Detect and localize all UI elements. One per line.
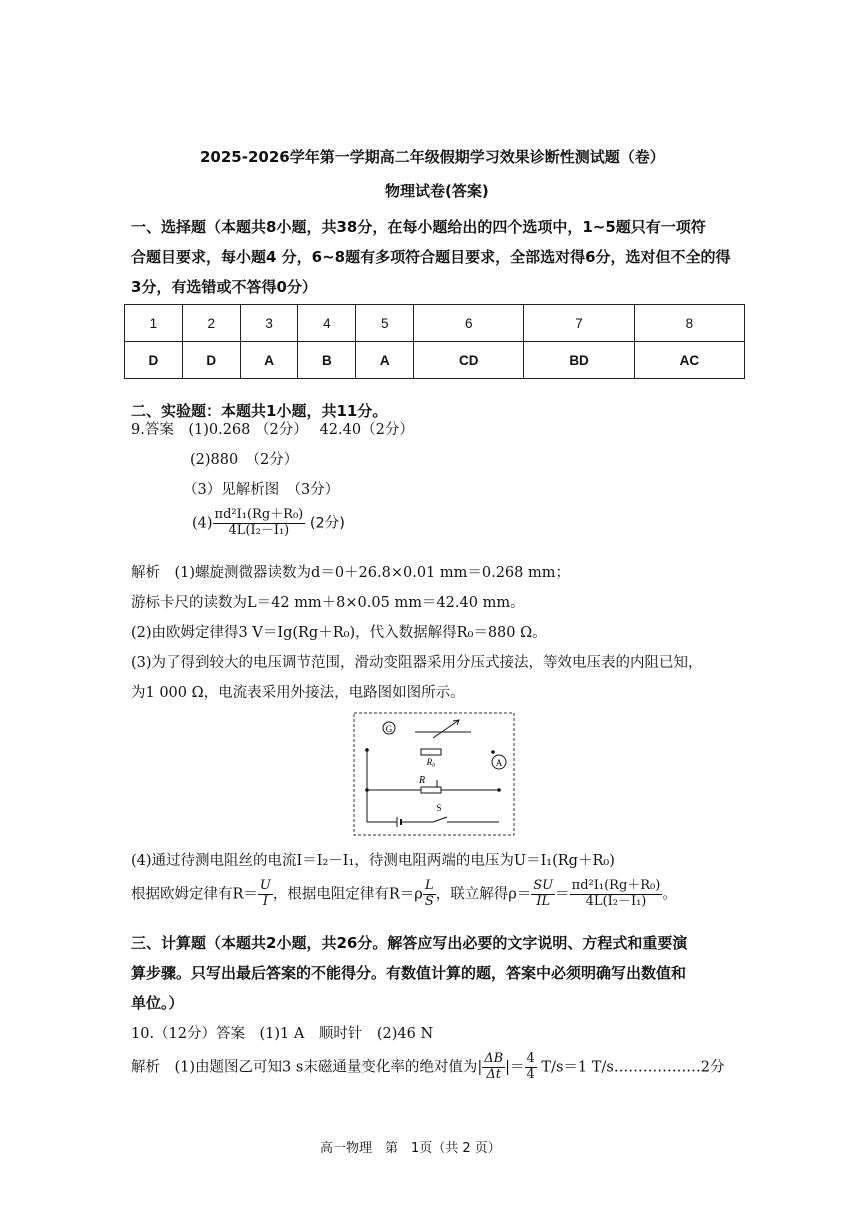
page-footer: 高一物理 第 1页（共 2 页） [320,1141,501,1156]
q9-answer-line2: (2)880 （2分） [190,452,299,468]
r0-label: R₀ [426,757,436,767]
question-number-cell: 7 [524,305,634,342]
answer-cell: BD [524,342,634,379]
question-number-cell: 2 [182,305,240,342]
section1-line1: 一、选择题（本题共8小题，共38分，在每小题给出的四个选项中，1~5题只有一项符 [131,218,706,236]
fraction-denominator: 4L(I₂－I₁) [228,522,290,538]
resistor-r0-icon [421,749,441,755]
diagram-frame [354,713,514,835]
section3-line1: 三、计算题（本题共2小题，共26分。解答应写出必要的文字说明、方程式和重要演 [131,934,688,952]
q10-analysis [131,1052,725,1083]
analysis-line2: 游标卡尺的读数为L＝42 mm＋8×0.05 mm＝42.40 mm。 [131,595,525,611]
fraction-numerator: L [423,879,436,895]
answer-table-answers-row [125,342,745,379]
q9-l4-prefix: (4) [192,515,213,532]
fraction-l-over-s [423,879,436,910]
analysis-line5: 为1 000 Ω，电流表采用外接法，电路图如图所示。 [131,685,465,701]
fraction-denominator: Δt [486,1066,501,1082]
galvanometer-label: G [385,724,393,734]
analysis-line4: (3)为了得到较大的电压调节范围，滑动变阻器采用分压式接法，等效电压表的内阻已知， [131,655,703,671]
analysis-line6: (4)通过待测电阻丝的电流I＝I₂－I₁，待测电阻两端的电压为U＝I₁(Rg＋R₀) [131,853,615,869]
a7-part2: ，根据电阻定律有R＝ρ [272,886,423,903]
answer-cell: A [240,342,298,379]
answer-cell: B [298,342,356,379]
question-number-cell: 4 [298,305,356,342]
fraction-numerator: ΔB [484,1051,504,1066]
fraction-rho-result [570,879,663,910]
answer-cell: D [125,342,183,379]
switch-icon [433,817,447,822]
q9-answer-line4 [192,508,345,539]
section3-line3: 单位。） [131,994,184,1012]
question-number-cell: 3 [240,305,298,342]
answer-table [124,304,745,379]
resistor-r-icon [421,787,441,793]
fraction-denominator: 4L(I₂－I₁) [585,893,647,909]
question-number-cell: 1 [125,305,183,342]
a7-part3: ，联立解得ρ＝ [435,886,532,903]
fraction-numerator: U [259,878,271,893]
fraction-u-over-i [258,879,273,910]
a7-part4: ＝ [555,886,570,903]
exam-subtitle: 物理试卷(答案) [385,182,489,200]
fraction-denominator: I [262,893,268,909]
q9-answer-line1: 9.答案 (1)0.268 （2分） 42.40（2分） [131,422,414,438]
fraction-denominator: S [424,893,434,909]
analysis-line1: 解析 (1)螺旋测微器读数为d＝0＋26.8×0.01 mm＝0.268 mm； [131,565,570,581]
fraction-su-over-il [531,879,555,910]
section3-line2: 算步骤。只写出最后答案的不能得分。有数值计算的题，答案中必须明确写出数值和 [131,964,687,982]
fraction-db-dt [482,1052,505,1083]
answer-cell: D [182,342,240,379]
answer-cell: CD [414,342,524,379]
q9-answer-line3: （3）见解析图 （3分） [183,482,340,498]
answer-cell: AC [634,342,744,379]
fraction-4-over-4 [525,1052,537,1083]
fraction-denominator: IL [536,893,551,909]
answer-cell: A [356,342,414,379]
a10-part3: T/s＝1 T/s………………2分 [536,1059,725,1076]
ammeter-label: A [495,758,503,768]
q10-answer: 10.（12分）答案 (1)1 A 顺时针 (2)46 N [131,1026,434,1042]
answer-table-numbers-row [125,305,745,342]
a10-part1: 解析 (1)由题图乙可知3 s末磁通量变化率的绝对值为| [131,1059,483,1076]
exam-title: 2025-2026学年第一学期高二年级假期学习效果诊断性测试题（卷） [200,148,665,166]
q9-l4-score: (2分) [309,515,345,532]
fraction-numerator: 4 [526,1051,535,1066]
r-label: R [419,775,426,786]
a10-part2: |＝ [505,1059,525,1076]
question-number-cell: 5 [356,305,414,342]
a7-part5: 。 [662,886,677,903]
question-number-cell: 6 [414,305,524,342]
q9-formula-fraction [213,508,306,539]
section1-line3: 3分，有选错或不答得0分） [131,278,317,296]
circuit-diagram [353,712,515,836]
analysis-line7 [131,879,677,910]
question-number-cell: 8 [634,305,744,342]
fraction-numerator: πd²I₁(Rg＋R₀) [214,507,304,522]
switch-label: S [436,803,442,813]
section2-heading: 二、实验题：本题共1小题，共11分。 [131,402,388,420]
fraction-denominator: 4 [526,1066,535,1082]
a7-part1: 根据欧姆定律有R＝ [131,886,258,903]
fraction-numerator: SU [533,878,554,893]
analysis-line3: (2)由欧姆定律得3 V＝Ig(Rg＋R₀)，代入数据解得R₀＝880 Ω。 [131,625,547,641]
section1-line2: 合题目要求，每小题4 分，6~8题有多项符合题目要求，全部选对得6分，选对但不全的得 [131,248,731,266]
variable-resistor-icon [433,720,459,738]
fraction-numerator: πd²I₁(Rg＋R₀) [571,878,661,893]
